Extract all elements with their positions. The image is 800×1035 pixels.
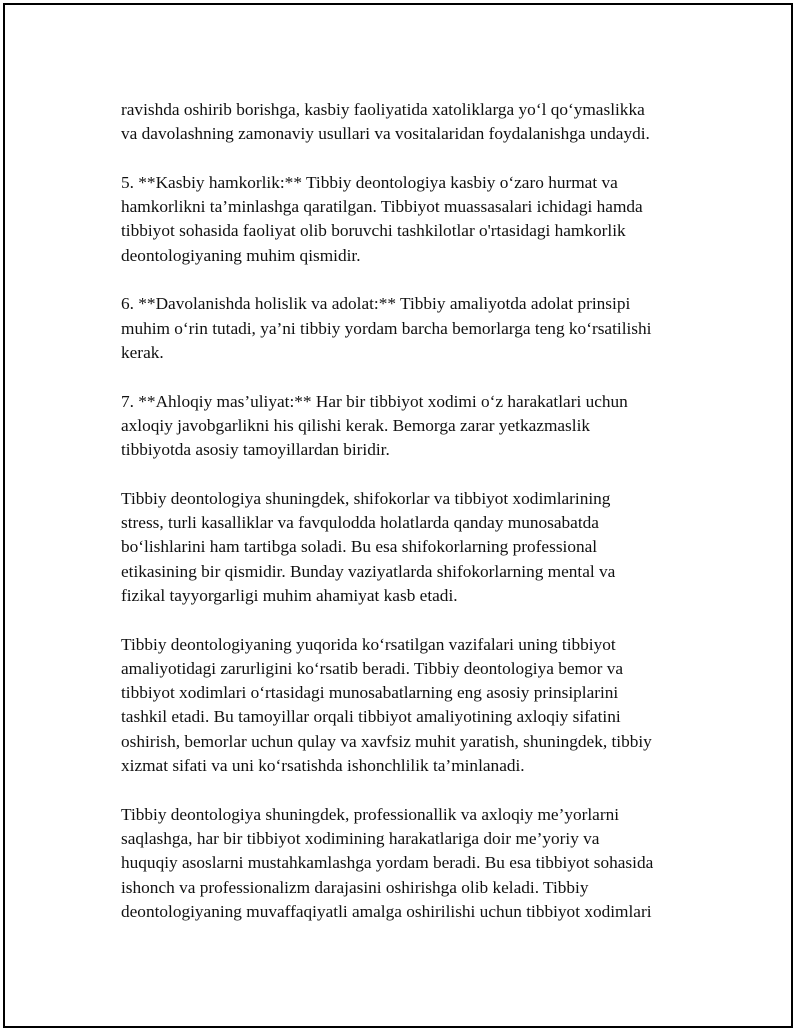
text-line: Tibbiy deontologiyaning yuqorida ko‘rsatilgan vazifalari uning tibbiyot bbox=[121, 634, 616, 654]
document-body bbox=[121, 98, 711, 948]
text-line: ishonch va professionalizm darajasini oshirishga olib keladi. Tibbiy bbox=[121, 877, 589, 897]
text-line: va davolashning zamonaviy usullari va vositalaridan foydalanishga undaydi. bbox=[121, 124, 650, 144]
text-line: fizikal tayyorgarligi muhim ahamiyat kasb etadi. bbox=[121, 585, 458, 605]
paragraph-item-7 bbox=[121, 390, 711, 463]
text-line: deontologiyaning muhim qismidir. bbox=[121, 245, 361, 265]
text-line: huquqiy asoslarni mustahkamlashga yordam beradi. Bu esa tibbiyot sohasida bbox=[121, 853, 654, 873]
text-line: oshirish, bemorlar uchun qulay va xavfsiz muhit yaratish, shuningdek, tibbiy bbox=[121, 731, 652, 751]
paragraph-intro-continuation bbox=[121, 98, 711, 147]
text-line: stress, turli kasalliklar va favqulodda holatlarda qanday munosabatda bbox=[121, 513, 599, 533]
text-line: hamkorlikni ta’minlashga qaratilgan. Tibbiyot muassasalari ichidagi hamda bbox=[121, 197, 643, 217]
text-line: 5. **Kasbiy hamkorlik:** Tibbiy deontologiya kasbiy o‘zaro hurmat va bbox=[121, 172, 618, 192]
text-line: amaliyotidagi zarurligini ko‘rsatib beradi. Tibbiy deontologiya bemor va bbox=[121, 658, 624, 678]
paragraph-stress-regulation bbox=[121, 487, 711, 608]
text-line: ravishda oshirib borishga, kasbiy faoliyatida xatoliklarga yo‘l qo‘ymaslikka bbox=[121, 100, 645, 119]
text-line: 7. **Ahloqiy mas’uliyat:** Har bir tibbiyot xodimi o‘z harakatlari uchun bbox=[121, 391, 628, 411]
text-line: Tibbiy deontologiya shuningdek, professionallik va axloqiy me’yorlarni bbox=[121, 804, 620, 824]
text-line: axloqiy javobgarlikni his qilishi kerak. Bemorga zarar yetkazmaslik bbox=[121, 415, 591, 435]
text-line: tibbiyotda asosiy tamoyillardan biridir. bbox=[121, 440, 390, 460]
text-line: bo‘lishlarini ham tartibga soladi. Bu esa shifokorlarning professional bbox=[121, 537, 598, 557]
text-line: muhim o‘rin tutadi, ya’ni tibbiy yordam barcha bemorlarga teng ko‘rsatilishi bbox=[121, 318, 652, 338]
text-line: saqlashga, har bir tibbiyot xodimining harakatlariga doir me’yoriy va bbox=[121, 828, 600, 848]
paragraph-item-6 bbox=[121, 292, 711, 365]
text-line: tibbiyot sohasida faoliyat olib boruvchi tashkilotlar o'rtasidagi hamkorlik bbox=[121, 221, 626, 241]
text-line: tibbiyot xodimlari o‘rtasidagi munosabatlarning eng asosiy prinsiplarini bbox=[121, 683, 619, 703]
paragraph-professionalism bbox=[121, 803, 711, 924]
text-line: Tibbiy deontologiya shuningdek, shifokorlar va tibbiyot xodimlarining bbox=[121, 488, 611, 508]
paragraph-item-5 bbox=[121, 171, 711, 268]
text-line: 6. **Davolanishda holislik va adolat:** Tibbiy amaliyotda adolat prinsipi bbox=[121, 294, 631, 314]
text-line: deontologiyaning muvaffaqiyatli amalga oshirilishi uchun tibbiyot xodimlari bbox=[121, 901, 652, 921]
paragraph-functions-summary bbox=[121, 633, 711, 779]
text-line: kerak. bbox=[121, 342, 164, 362]
page-border bbox=[3, 3, 793, 1028]
text-line: xizmat sifati va uni ko‘rsatishda ishonchlilik ta’minlanadi. bbox=[121, 756, 525, 776]
text-line: etikasining bir qismidir. Bunday vaziyatlarda shifokorlarning mental va bbox=[121, 561, 616, 581]
text-line: tashkil etadi. Bu tamoyillar orqali tibbiyot amaliyotining axloqiy sifatini bbox=[121, 707, 621, 727]
